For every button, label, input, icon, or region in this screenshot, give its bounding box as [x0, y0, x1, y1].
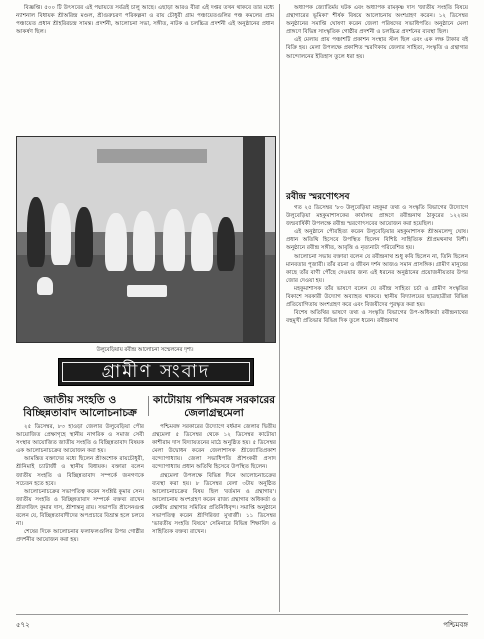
article2-headline: কাটোয়ায় পশ্চিমবঙ্গ সরকারের জেলাগ্রন্থমেলা — [152, 394, 276, 419]
photo-caption: উলুবেড়িয়ায় রবীন্দ্র আলোচনা সম্মেলনের দৃশ্য। — [96, 347, 194, 353]
section-masthead — [58, 358, 254, 386]
article1-body: ২৫ ডিসেম্বর, ৮৩ হাওড়া জেলার উলুবেড়িয়া পৌর আয়োজিত প্রেক্ষাগৃহে স্থানীয় নাগরিক ও সমাজ সেবী সংস্থার আয়োজিত জাতীয় সংহতি ও বিচ্ছিন্নতাবাদ বিষয়ক এক আলোচনাচক্রের আয়োজন করা হয়। আমন্ত্রিত বক্তাদের মধ্যে ছিলেন শ্রীঅশোক রায়চৌধুরী, শ্রীনিমাই চ্যাটার্জী ও স্থানীয় বিধায়ক। বক্তারা বলেন জাতীয় সংহতি ও বিচ্ছিন্নতাবাদ সম্পর্কে জনগণকে সচেতন হতে হবে। আলোচনাচক্রের সভাপতিত্ব করেন সংশ্লিষ্ট কুমার সেন। জাতীয় সংহতি ও বিচ্ছিন্নতাবাদ সম্পর্কে বক্তব্য রাখেন শ্রীরণজিৎ কুমার দাস, শ্রীশান্তনু রায়। সভাপতি শ্রীসেনগুপ্ত বলেন যে, বিচ্ছিন্নতাবাদীদের অপপ্রচারে বিভ্রান্ত হলে চলবে না। শেষের দিকে আলোচনার ফলাফলগুলির উপর গোষ্ঠীর প্রদর্শনীর আয়োজন করা হয়। — [16, 424, 144, 544]
article1-headline: জাতীয় সংহতি ও বিচ্ছিন্নতাবাদ আলোচনাচক্র — [23, 394, 137, 419]
masthead-title: গ্রামীণ সংবাদ — [101, 360, 211, 382]
article3-body: গত ২৫ ডিসেম্বর '৮৩ উলুবেড়িয়া মহকুমা তথ্য ও সংস্কৃতি বিভাগের উদ্যোগে উলুবেড়িয়া মহকুমাশাসকের কার্যালয় প্রাঙ্গণে রবীন্দ্রনাথ ঠাকুরের ১২২তম জন্মবার্ষিকী উপলক্ষে রবীন্দ্র স্মরণোৎসবের আয়োজন করা হয়েছিল। এই অনুষ্ঠানে পৌরহিত্য করেন উলুবেড়িয়ার মহকুমাশাসক শ্রীঅমলেন্দু ঘোষ। প্রধান অতিথি হিসেবে উপস্থিত ছিলেন বিশিষ্ট সাহিত্যিক শ্রীপ্রমথনাথ বিশী। অনুষ্ঠানে রবীন্দ্র সঙ্গীত, আবৃত্তি ও নৃত্যনাট্য পরিবেশিত হয়। আলোচনা সভায় বক্তারা বলেন যে রবীন্দ্রনাথ শুধু কবি ছিলেন না, তিনি ছিলেন মানবতার পূজারী। তাঁর রচনা ও জীবন দর্শন আজও সমান প্রাসঙ্গিক। গ্রামীণ মানুষের কাছে তাঁর বাণী পৌঁছে দেওয়ার জন্য এই ধরনের অনুষ্ঠানের প্রয়োজনীয়তার উপর জোর দেওয়া হয়। মহকুমাশাসক তাঁর ভাষণে বলেন যে রবীন্দ্র সাহিত্য চর্চা ও গ্রামীণ সংস্কৃতির বিকাশে সরকারী উদ্যোগ অব্যাহত থাকবে। স্থানীয় বিদ্যালয়ের ছাত্রছাত্রীরা বিভিন্ন প্রতিযোগিতায় অংশগ্রহণ করে এবং বিজয়ীদের পুরস্কৃত করা হয়। বিশেষ অতিথির ভাষণে তথ্য ও সংস্কৃতি বিভাগের উপ-অধিকর্তা রবীন্দ্রনাথের বহুমুখী প্রতিভার বিভিন্ন দিক তুলে ধরেন। রবীন্দ্রনাথ — [286, 205, 468, 325]
event-photo — [16, 136, 276, 343]
page-number: ৫৭২ — [16, 621, 30, 629]
left-intro-text: বিজ্ঞপ্তি। ৫০০ টি উৎসবের এই পদ্মায়তে সর্বত্রই চালু আছে। এছাড়া আরও বীরা এই দপ্তর তখন থাকবে তার মধ্যে ন্যাশনাল বিধায়ক শ্রীঅরিন্দ্র মণ্ডল, শ্রীগুরুচরণ পরিকল্পনা ও রায় চৌধুরী গ্রাম পঞ্চায়েতগুলির পঞ্চ কমলের প্রাম পঞ্চায়েত প্রধান শ্রীহরিরচন্দ্র সামন্ত। প্রদর্শনী, আলোচনা সভা, সঙ্গীত, নাটক ও চলচ্চিত্র প্রদর্শনী এই অনুষ্ঠানের প্রধান আকর্ষণ ছিল। — [16, 5, 274, 36]
right-top-text: অধ্যাপক জ্যোতির্ময় ঘটক এবং অধ্যাপক রামকৃষ্ণ দাস 'জাতীয় সংহতি বিষয়ে গ্রন্থাগারের ভূমিকা' শীর্ষক বিষয়ে আলোচনায় অংশগ্রহণ করেন। ১২ ডিসেম্বর অনুষ্ঠানের সমাপ্তি ঘোষণা করেন জেলা পরিষদের সভাধিপতি। অনুষ্ঠানে মেলা প্রাঙ্গণে বিভিন্ন সাংস্কৃতিক গোষ্ঠীর প্রদর্শনী ও চলচ্চিত্র প্রদর্শনের ব্যবস্থা ছিল। এই মেলায় প্রায় পঞ্চাশটি প্রকাশন সংস্থার স্টল ছিল এবং এক লক্ষ টাকার বই বিক্রি হয়। মেলা উপলক্ষে প্রকাশিত স্মরণিকায় জেলার সাহিত্য, সংস্কৃতি ও গ্রন্থাগার আন্দোলনের ইতিহাস তুলে ধরা হয়। — [286, 5, 468, 60]
column-divider — [279, 4, 280, 612]
article-divider — [148, 396, 149, 416]
article2-body: পশ্চিমবঙ্গ সরকারের উদ্যোগে বর্ধমান জেলার দ্বিতীয় গ্রন্থমেলা ৫ ডিসেম্বর থেকে ১২ ডিসেম্বর কাটোয়া কাশীরাম দাস বিদ্যায়তনের মাঠে অনুষ্ঠিত হয়। ৫ ডিসেম্বর মেলা উদ্বোধন করেন জেলাশাসক শ্রীজ্যোতিপ্রকাশ বন্দ্যোপাধ্যায়। জেলা সভাধিপতি শ্রীশংকরী প্রসাদ বন্দ্যোপাধ্যায় প্রধান অতিথি হিসেবে উপস্থিত ছিলেন। গ্রন্থমেলা উপলক্ষে বিভিন্ন দিনে আলোচনাচক্রের ব্যবস্থা করা হয়। ৮ ডিসেম্বর বেলা ৩টায় অনুষ্ঠিত আলোচনাচক্রের বিষয় ছিল 'বর্তমান ও গ্রন্থাগার'। আলোচনায় অংশগ্রহণ করেন রাজ্য গ্রন্থাগার অধিকর্তা ও কেন্দ্রীয় গ্রন্থাগার সমিতির প্রতিনিধিবৃন্দ। সমাপ্তি অনুষ্ঠানে সভাপতিত্ব করেন শ্রীগিরিজা মুখার্জী। ১১ ডিসেম্বর 'ভারতীয় সংহতি বিষয়ে' সেমিনারে বিভিন্ন শিক্ষাবিদ ও সাহিত্যিক বক্তব্য রাখেন। — [152, 424, 276, 536]
magazine-name: পশ্চিমবঙ্গ — [443, 621, 468, 629]
article3-headline: রবীন্দ্র স্মরণোৎসব — [286, 192, 350, 202]
footer-rule — [16, 614, 468, 615]
